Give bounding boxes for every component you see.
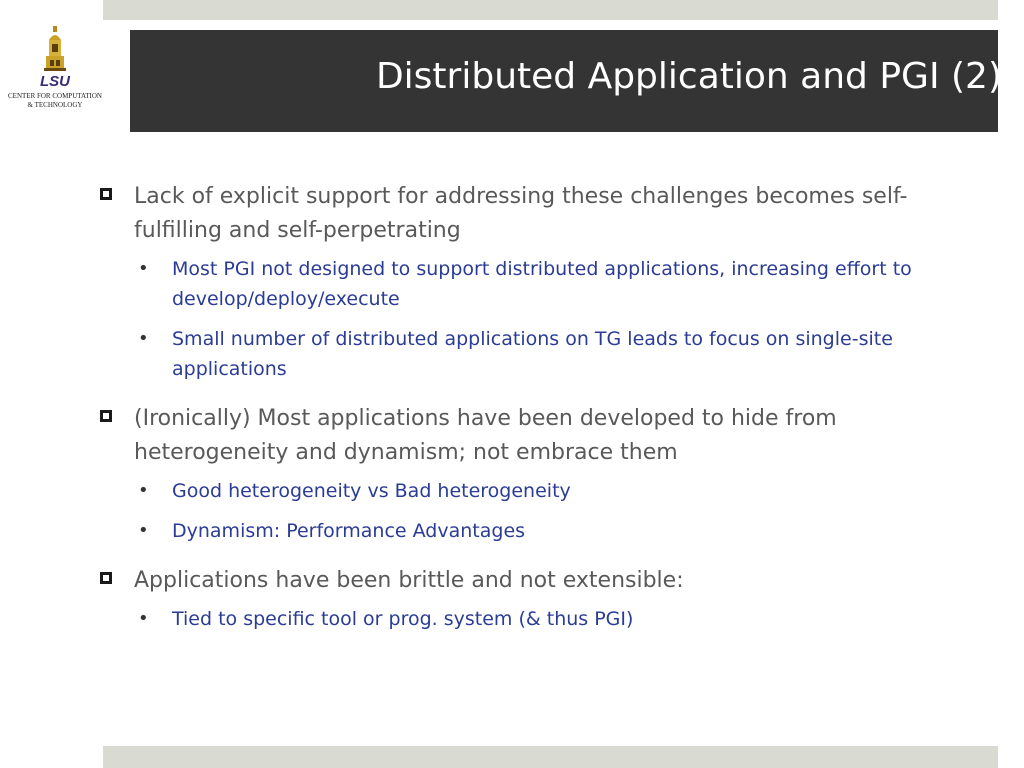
- sub-bullet-text: Tied to specific tool or prog. system (& thus PGI): [172, 608, 634, 630]
- bullet-text: (Ironically) Most applications have been developed to hide from heterogeneity and dynamism; not embrace them: [134, 406, 837, 465]
- dot-bullet-icon: •: [138, 258, 149, 279]
- sub-bullet-item: [98, 324, 978, 384]
- sub-bullet-item: [98, 254, 978, 314]
- logo-org-name: [6, 92, 104, 110]
- bullet-group-1: [98, 180, 978, 384]
- sub-bullet-text: Good heterogeneity vs Bad heterogeneity: [172, 480, 571, 502]
- bullet-text: Applications have been brittle and not extensible:: [134, 568, 684, 593]
- logo-org-line2: & TECHNOLOGY: [27, 101, 83, 109]
- sub-bullet-item: [98, 476, 978, 506]
- bullet-group-2: [98, 402, 978, 546]
- sub-bullet-list: [98, 254, 978, 384]
- slide-title: Distributed Application and PGI (2): [375, 56, 1002, 97]
- logo-wordmark: LSU: [40, 73, 70, 90]
- sub-bullet-text: Dynamism: Performance Advantages: [172, 520, 526, 542]
- sub-bullet-list: [98, 604, 978, 634]
- top-decor-band: [103, 0, 998, 20]
- slide-body: [98, 180, 978, 652]
- logo-org-line1: CENTER FOR COMPUTATION: [8, 92, 102, 100]
- bullet-text: Lack of explicit support for addressing these challenges becomes self-fulfilling and self-perpetrating: [134, 184, 908, 243]
- dot-bullet-icon: •: [138, 520, 149, 541]
- lsu-logo: [6, 26, 104, 118]
- bottom-decor-band: [103, 746, 998, 768]
- square-bullet-icon: [100, 572, 112, 584]
- sub-bullet-list: [98, 476, 978, 546]
- sub-bullet-text: Most PGI not designed to support distributed applications, increasing effort to develop/deploy/execute: [172, 258, 912, 310]
- bullet-group-3: [98, 564, 978, 634]
- dot-bullet-icon: •: [138, 480, 149, 501]
- tower-icon: [36, 26, 74, 90]
- square-bullet-icon: [100, 410, 112, 422]
- sub-bullet-text: Small number of distributed applications on TG leads to focus on single-site applications: [172, 328, 893, 380]
- sub-bullet-item: [98, 604, 978, 634]
- bullet-item: [98, 564, 978, 598]
- bullet-item: [98, 180, 978, 248]
- square-bullet-icon: [100, 188, 112, 200]
- dot-bullet-icon: •: [138, 608, 149, 629]
- sub-bullet-item: [98, 516, 978, 546]
- dot-bullet-icon: •: [138, 328, 149, 349]
- bullet-item: [98, 402, 978, 470]
